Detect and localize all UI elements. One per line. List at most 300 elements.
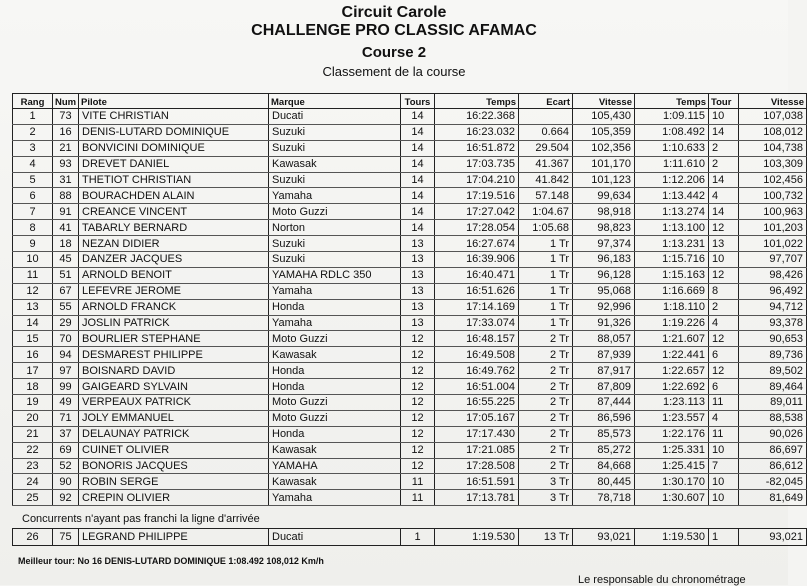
cell-num: 88 <box>53 188 79 204</box>
cell-marque: Yamaha <box>269 490 401 506</box>
cell-rang: 2 <box>13 124 53 140</box>
table-row <box>13 140 807 156</box>
cell-tours: 13 <box>401 283 435 299</box>
cell-rang: 10 <box>13 252 53 268</box>
cell-tour: 14 <box>709 204 739 220</box>
cell-marque: Suzuki <box>269 172 401 188</box>
cell-vbest: 93,021 <box>739 529 807 546</box>
cell-tours: 1 <box>401 529 435 546</box>
table-row <box>13 172 807 188</box>
cell-rang: 17 <box>13 363 53 379</box>
cell-tours: 12 <box>401 395 435 411</box>
cell-ecart: 2 Tr <box>519 347 573 363</box>
cell-tour: 11 <box>709 426 739 442</box>
table-row <box>13 220 807 236</box>
cell-vbest: 103,309 <box>739 156 807 172</box>
table-row <box>13 347 807 363</box>
cell-best: 1:22.692 <box>635 379 709 395</box>
cell-ecart: 2 Tr <box>519 395 573 411</box>
cell-best: 1:22.176 <box>635 426 709 442</box>
cell-marque: Honda <box>269 363 401 379</box>
cell-vitesse: 96,183 <box>573 252 635 268</box>
cell-rang: 4 <box>13 156 53 172</box>
table-row <box>13 283 807 299</box>
results-body <box>13 109 807 506</box>
cell-vitesse: 102,356 <box>573 140 635 156</box>
cell-pilote: NEZAN DIDIER <box>79 236 269 252</box>
cell-temps: 16:51.872 <box>435 140 519 156</box>
table-row <box>13 188 807 204</box>
col-num: Num <box>53 94 79 109</box>
cell-best: 1:13.100 <box>635 220 709 236</box>
cell-vitesse: 95,068 <box>573 283 635 299</box>
cell-vitesse: 97,374 <box>573 236 635 252</box>
cell-best: 1:15.716 <box>635 252 709 268</box>
cell-pilote: BOURLIER STEPHANE <box>79 331 269 347</box>
cell-best: 1:22.441 <box>635 347 709 363</box>
cell-temps: 17:19.516 <box>435 188 519 204</box>
cell-pilote: CUINET OLIVIER <box>79 442 269 458</box>
cell-vitesse: 98,918 <box>573 204 635 220</box>
cell-vbest: 89,011 <box>739 395 807 411</box>
table-row <box>13 474 807 490</box>
cell-vitesse: 101,170 <box>573 156 635 172</box>
table-row <box>13 315 807 331</box>
cell-num: 73 <box>53 109 79 125</box>
cell-vitesse: 93,021 <box>573 529 635 546</box>
cell-vitesse: 87,939 <box>573 347 635 363</box>
cell-pilote: CREANCE VINCENT <box>79 204 269 220</box>
cell-marque: YAMAHA <box>269 458 401 474</box>
cell-tours: 14 <box>401 188 435 204</box>
cell-tour: 2 <box>709 299 739 315</box>
cell-vitesse: 85,573 <box>573 426 635 442</box>
table-row <box>13 204 807 220</box>
cell-tour: 10 <box>709 109 739 125</box>
cell-vbest: -82,045 <box>739 474 807 490</box>
cell-tours: 13 <box>401 236 435 252</box>
cell-ecart: 1:05.68 <box>519 220 573 236</box>
cell-tours: 14 <box>401 140 435 156</box>
cell-tours: 14 <box>401 204 435 220</box>
cell-num: 51 <box>53 267 79 283</box>
col-vitesse: Vitesse <box>573 94 635 109</box>
cell-pilote: DENIS-LUTARD DOMINIQUE <box>79 124 269 140</box>
cell-marque: Moto Guzzi <box>269 204 401 220</box>
cell-pilote: ROBIN SERGE <box>79 474 269 490</box>
cell-ecart: 1 Tr <box>519 299 573 315</box>
cell-tour: 12 <box>709 267 739 283</box>
cell-ecart: 3 Tr <box>519 474 573 490</box>
cell-num: 49 <box>53 395 79 411</box>
cell-best: 1:21.607 <box>635 331 709 347</box>
cell-vitesse: 101,123 <box>573 172 635 188</box>
cell-pilote: VITE CHRISTIAN <box>79 109 269 125</box>
cell-pilote: BOISNARD DAVID <box>79 363 269 379</box>
cell-marque: Kawasak <box>269 347 401 363</box>
cell-marque: Suzuki <box>269 236 401 252</box>
cell-tour: 10 <box>709 442 739 458</box>
cell-rang: 9 <box>13 236 53 252</box>
cell-tours: 13 <box>401 252 435 268</box>
cell-rang: 8 <box>13 220 53 236</box>
table-row <box>13 410 807 426</box>
cell-best: 1:19.530 <box>635 529 709 546</box>
cell-temps: 16:55.225 <box>435 395 519 411</box>
cell-tours: 13 <box>401 315 435 331</box>
cell-rang: 3 <box>13 140 53 156</box>
cell-marque: Kawasak <box>269 474 401 490</box>
cell-pilote: ARNOLD FRANCK <box>79 299 269 315</box>
cell-tour: 13 <box>709 236 739 252</box>
cell-temps: 17:14.169 <box>435 299 519 315</box>
table-row <box>13 267 807 283</box>
cell-temps: 16:51.004 <box>435 379 519 395</box>
table-row <box>13 379 807 395</box>
cell-rang: 25 <box>13 490 53 506</box>
cell-temps: 17:28.508 <box>435 458 519 474</box>
cell-temps: 16:27.674 <box>435 236 519 252</box>
cell-best: 1:23.113 <box>635 395 709 411</box>
table-row <box>13 252 807 268</box>
col-tour: Tour <box>709 94 739 109</box>
cell-ecart: 2 Tr <box>519 458 573 474</box>
circuit-title: Circuit Carole <box>341 4 447 21</box>
cell-temps: 17:05.167 <box>435 410 519 426</box>
cell-tours: 14 <box>401 124 435 140</box>
col-temps: Temps <box>435 94 519 109</box>
cell-marque: Yamaha <box>269 315 401 331</box>
cell-rang: 24 <box>13 474 53 490</box>
cell-vitesse: 87,917 <box>573 363 635 379</box>
col-marque: Marque <box>269 94 401 109</box>
cell-ecart: 0.664 <box>519 124 573 140</box>
cell-pilote: VERPEAUX PATRICK <box>79 395 269 411</box>
cell-temps: 16:23.032 <box>435 124 519 140</box>
cell-tours: 13 <box>401 299 435 315</box>
cell-best: 1:16.669 <box>635 283 709 299</box>
cell-temps: 17:28.054 <box>435 220 519 236</box>
not-finished-table <box>12 528 807 546</box>
cell-rang: 5 <box>13 172 53 188</box>
race-title: Course 2 <box>361 44 427 61</box>
cell-tour: 4 <box>709 410 739 426</box>
col-pilote: Pilote <box>79 94 269 109</box>
cell-rang: 15 <box>13 331 53 347</box>
table-row <box>13 458 807 474</box>
cell-num: 37 <box>53 426 79 442</box>
cell-temps: 16:48.157 <box>435 331 519 347</box>
cell-num: 21 <box>53 140 79 156</box>
cell-best: 1:23.557 <box>635 410 709 426</box>
table-row <box>13 156 807 172</box>
cell-num: 71 <box>53 410 79 426</box>
cell-ecart: 57.148 <box>519 188 573 204</box>
cell-pilote: LEGRAND PHILIPPE <box>79 529 269 546</box>
cell-ecart: 2 Tr <box>519 379 573 395</box>
cell-rang: 13 <box>13 299 53 315</box>
cell-num: 45 <box>53 252 79 268</box>
cell-ecart: 2 Tr <box>519 363 573 379</box>
cell-tour: 10 <box>709 252 739 268</box>
cell-ecart: 29.504 <box>519 140 573 156</box>
cell-vbest: 89,464 <box>739 379 807 395</box>
table-row <box>13 442 807 458</box>
cell-pilote: BONVICINI DOMINIQUE <box>79 140 269 156</box>
cell-temps: 17:03.735 <box>435 156 519 172</box>
cell-rang: 20 <box>13 410 53 426</box>
timekeeper-signature-label: Le responsable du chronométrage <box>578 574 746 586</box>
cell-num: 18 <box>53 236 79 252</box>
cell-pilote: GAIGEARD SYLVAIN <box>79 379 269 395</box>
cell-vitesse: 86,596 <box>573 410 635 426</box>
cell-temps: 17:04.210 <box>435 172 519 188</box>
cell-vbest: 81,649 <box>739 490 807 506</box>
best-lap-line: Meilleur tour: No 16 DENIS-LUTARD DOMINIQUE 1:08.492 108,012 Km/h <box>18 556 324 566</box>
cell-vitesse: 85,272 <box>573 442 635 458</box>
cell-tours: 12 <box>401 347 435 363</box>
cell-tours: 12 <box>401 363 435 379</box>
results-table <box>12 93 807 506</box>
cell-tour: 10 <box>709 490 739 506</box>
cell-ecart: 1 Tr <box>519 315 573 331</box>
cell-vbest: 100,732 <box>739 188 807 204</box>
cell-vbest: 108,012 <box>739 124 807 140</box>
cell-tours: 12 <box>401 331 435 347</box>
cell-marque: Yamaha <box>269 283 401 299</box>
cell-marque: YAMAHA RDLC 350 <box>269 267 401 283</box>
cell-num: 97 <box>53 363 79 379</box>
cell-marque: Honda <box>269 379 401 395</box>
cell-ecart: 2 Tr <box>519 426 573 442</box>
cell-rang: 6 <box>13 188 53 204</box>
cell-tour: 2 <box>709 140 739 156</box>
cell-num: 41 <box>53 220 79 236</box>
cell-temps: 1:19.530 <box>435 529 519 546</box>
cell-best: 1:25.331 <box>635 442 709 458</box>
cell-vitesse: 88,057 <box>573 331 635 347</box>
cell-num: 92 <box>53 490 79 506</box>
cell-tours: 12 <box>401 442 435 458</box>
cell-vitesse: 99,634 <box>573 188 635 204</box>
cell-vitesse: 98,823 <box>573 220 635 236</box>
cell-best: 1:11.610 <box>635 156 709 172</box>
cell-tour: 8 <box>709 283 739 299</box>
table-header <box>13 94 807 109</box>
cell-marque: Kawasak <box>269 442 401 458</box>
cell-best: 1:13.274 <box>635 204 709 220</box>
cell-ecart: 1 Tr <box>519 252 573 268</box>
cell-rang: 1 <box>13 109 53 125</box>
cell-pilote: ARNOLD BENOIT <box>79 267 269 283</box>
cell-best: 1:09.115 <box>635 109 709 125</box>
cell-best: 1:22.657 <box>635 363 709 379</box>
cell-vitesse: 87,809 <box>573 379 635 395</box>
cell-vitesse: 80,445 <box>573 474 635 490</box>
cell-vbest: 93,378 <box>739 315 807 331</box>
cell-temps: 16:51.591 <box>435 474 519 490</box>
table-row <box>13 299 807 315</box>
cell-vbest: 86,697 <box>739 442 807 458</box>
cell-marque: Honda <box>269 426 401 442</box>
cell-rang: 23 <box>13 458 53 474</box>
cell-tours: 12 <box>401 379 435 395</box>
cell-tour: 14 <box>709 172 739 188</box>
cell-num: 91 <box>53 204 79 220</box>
cell-tour: 4 <box>709 315 739 331</box>
col-ecart: Ecart <box>519 94 573 109</box>
cell-vbest: 101,022 <box>739 236 807 252</box>
cell-best: 1:30.607 <box>635 490 709 506</box>
cell-vitesse: 84,668 <box>573 458 635 474</box>
cell-tours: 11 <box>401 474 435 490</box>
cell-ecart: 13 Tr <box>519 529 573 546</box>
cell-marque: Norton <box>269 220 401 236</box>
cell-ecart: 1 Tr <box>519 267 573 283</box>
cell-marque: Ducati <box>269 109 401 125</box>
table-row <box>13 395 807 411</box>
cell-ecart: 2 Tr <box>519 331 573 347</box>
cell-marque: Suzuki <box>269 124 401 140</box>
cell-temps: 16:49.508 <box>435 347 519 363</box>
cell-pilote: DANZER JACQUES <box>79 252 269 268</box>
cell-marque: Kawasak <box>269 156 401 172</box>
table-row <box>13 236 807 252</box>
table-row <box>13 363 807 379</box>
cell-marque: Moto Guzzi <box>269 395 401 411</box>
cell-temps: 16:51.626 <box>435 283 519 299</box>
cell-ecart: 1 Tr <box>519 283 573 299</box>
table-row <box>13 529 807 546</box>
cell-num: 90 <box>53 474 79 490</box>
cell-num: 94 <box>53 347 79 363</box>
cell-num: 29 <box>53 315 79 331</box>
cell-num: 75 <box>53 529 79 546</box>
cell-temps: 16:22.368 <box>435 109 519 125</box>
cell-tours: 12 <box>401 458 435 474</box>
cell-best: 1:13.231 <box>635 236 709 252</box>
cell-tour: 4 <box>709 188 739 204</box>
cell-vbest: 88,538 <box>739 410 807 426</box>
cell-tour: 6 <box>709 379 739 395</box>
cell-pilote: JOLY EMMANUEL <box>79 410 269 426</box>
cell-marque: Moto Guzzi <box>269 331 401 347</box>
cell-ecart: 3 Tr <box>519 490 573 506</box>
cell-marque: Honda <box>269 299 401 315</box>
cell-num: 67 <box>53 283 79 299</box>
cell-best: 1:13.442 <box>635 188 709 204</box>
cell-marque: Ducati <box>269 529 401 546</box>
cell-vbest: 98,426 <box>739 267 807 283</box>
cell-tour: 12 <box>709 331 739 347</box>
cell-temps: 17:33.074 <box>435 315 519 331</box>
col-vitesse-tour: Vitesse <box>739 94 807 109</box>
cell-pilote: DESMAREST PHILIPPE <box>79 347 269 363</box>
cell-num: 52 <box>53 458 79 474</box>
cell-vbest: 104,738 <box>739 140 807 156</box>
cell-pilote: TABARLY BERNARD <box>79 220 269 236</box>
cell-tour: 10 <box>709 474 739 490</box>
table-row <box>13 426 807 442</box>
cell-marque: Moto Guzzi <box>269 410 401 426</box>
cell-vbest: 89,736 <box>739 347 807 363</box>
cell-temps: 16:49.762 <box>435 363 519 379</box>
cell-rang: 7 <box>13 204 53 220</box>
cell-num: 69 <box>53 442 79 458</box>
cell-tours: 14 <box>401 172 435 188</box>
cell-rang: 19 <box>13 395 53 411</box>
cell-vitesse: 92,996 <box>573 299 635 315</box>
cell-tour: 2 <box>709 156 739 172</box>
cell-ecart: 1 Tr <box>519 236 573 252</box>
cell-best: 1:10.633 <box>635 140 709 156</box>
cell-vbest: 86,612 <box>739 458 807 474</box>
classification-subtitle: Classement de la course <box>322 64 466 79</box>
cell-temps: 17:17.430 <box>435 426 519 442</box>
event-title: CHALLENGE PRO CLASSIC AFAMAC <box>251 22 537 39</box>
cell-ecart: 2 Tr <box>519 410 573 426</box>
cell-temps: 16:39.906 <box>435 252 519 268</box>
cell-vitesse: 105,430 <box>573 109 635 125</box>
cell-vbest: 97,707 <box>739 252 807 268</box>
cell-vbest: 90,653 <box>739 331 807 347</box>
cell-pilote: CREPIN OLIVIER <box>79 490 269 506</box>
cell-num: 31 <box>53 172 79 188</box>
cell-tours: 12 <box>401 426 435 442</box>
cell-vbest: 96,492 <box>739 283 807 299</box>
cell-tours: 12 <box>401 410 435 426</box>
table-row <box>13 331 807 347</box>
col-temps-tour: Temps <box>635 94 709 109</box>
cell-pilote: LEFEVRE JEROME <box>79 283 269 299</box>
cell-num: 55 <box>53 299 79 315</box>
cell-best: 1:19.226 <box>635 315 709 331</box>
cell-tour: 6 <box>709 347 739 363</box>
cell-rang: 16 <box>13 347 53 363</box>
cell-vbest: 101,203 <box>739 220 807 236</box>
cell-vbest: 89,502 <box>739 363 807 379</box>
cell-tour: 12 <box>709 220 739 236</box>
cell-ecart <box>519 109 573 125</box>
cell-pilote: THETIOT CHRISTIAN <box>79 172 269 188</box>
cell-ecart: 41.367 <box>519 156 573 172</box>
cell-num: 99 <box>53 379 79 395</box>
cell-rang: 11 <box>13 267 53 283</box>
table-row <box>13 124 807 140</box>
cell-rang: 14 <box>13 315 53 331</box>
cell-num: 16 <box>53 124 79 140</box>
not-finished-label: Concurrents n'ayant pas franchi la ligne d'arrivée <box>22 513 260 525</box>
cell-pilote: BOURACHDEN ALAIN <box>79 188 269 204</box>
cell-vbest: 90,026 <box>739 426 807 442</box>
cell-vitesse: 91,326 <box>573 315 635 331</box>
cell-ecart: 1:04.67 <box>519 204 573 220</box>
table-row <box>13 490 807 506</box>
cell-tours: 14 <box>401 156 435 172</box>
cell-temps: 16:40.471 <box>435 267 519 283</box>
cell-temps: 17:13.781 <box>435 490 519 506</box>
cell-pilote: JOSLIN PATRICK <box>79 315 269 331</box>
cell-tours: 14 <box>401 109 435 125</box>
cell-vitesse: 78,718 <box>573 490 635 506</box>
cell-marque: Suzuki <box>269 252 401 268</box>
cell-tour: 7 <box>709 458 739 474</box>
cell-rang: 22 <box>13 442 53 458</box>
cell-tour: 1 <box>709 529 739 546</box>
cell-vitesse: 96,128 <box>573 267 635 283</box>
cell-tour: 11 <box>709 395 739 411</box>
cell-ecart: 41.842 <box>519 172 573 188</box>
